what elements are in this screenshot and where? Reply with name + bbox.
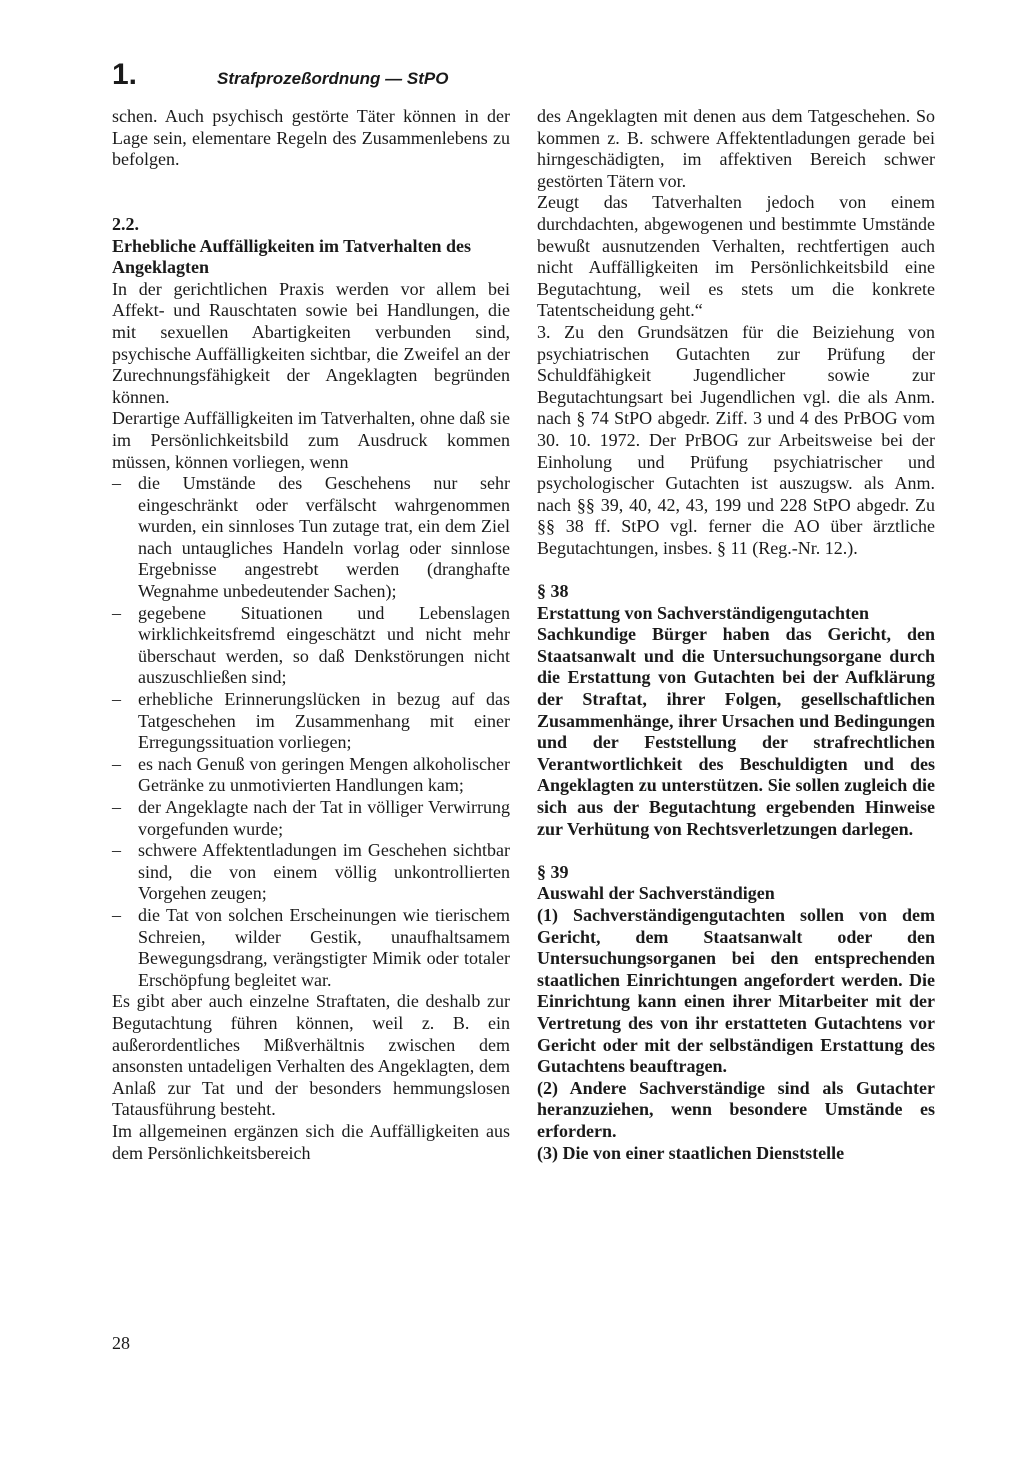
running-header bbox=[112, 58, 448, 92]
list-item: – schwere Affektentladungen im Geschehen sichtbar sind, die von einem völlig unkontrollierten Vorgehen zeugen; bbox=[112, 840, 510, 905]
section-39-paragraph-2: (2) Andere Sachverständige sind als Gutachter heranzuziehen, wenn besondere Umstände es erfordern. bbox=[537, 1077, 935, 1141]
list-item: – die Umstände des Geschehens nur sehr eingeschränkt oder verfälscht wahrgenommen wurden, ein sinnloses Tun zutage trat, ein dem Ziel nach untaugliches Handeln vorlag oder sinnlose Ergebnisse angestrebt werden (dranghafte Wegnahme unbedeutender Sachen); bbox=[112, 473, 510, 603]
left-column bbox=[112, 106, 510, 1164]
section-39-title: Auswahl der Sachverständigen bbox=[537, 883, 775, 904]
left-paragraph-4: Im allgemeinen ergänzen sich die Auffälligkeiten aus dem Persönlichkeitsbereich bbox=[112, 1120, 510, 1163]
list-item: – die Tat von solchen Erscheinungen wie tierischem Schreien, wilder Gestik, unaufhaltsamem Bewegungsdrang, verängstigter Mimik oder totaler Erschöpfung begleitet war. bbox=[112, 905, 510, 991]
section-39-paragraph-1: (1) Sachverständigengutachten sollen von dem Gericht, dem Staatsanwalt oder den Untersuchungsorganen bei den entsprechenden staatlichen Einrichtungen angefordert werden. Die Einrichtung kann einen ihrer Mitarbeiter mit der Vertretung des von ihr erstatteten Gutachtens vor Gericht oder mit der selbständigen Erstattung des Gutachtens beauftragen. bbox=[537, 904, 935, 1077]
section-39-paragraph-3: (3) Die von einer staatlichen Dienststelle bbox=[537, 1142, 845, 1163]
right-paragraph-3: 3. Zu den Grundsätzen für die Beiziehung von psychiatrischen Gutachten zur Prüfung der Schuldfähigkeit Jugendlicher sowie zur Begutachtungsart bei Jugendlichen vgl. die als Anm. nach § 74 StPO abgedr. Ziff. 3 und 4 des PrBOG vom 30. 10. 1972. Der PrBOG zur Arbeitsweise bei der Einholung und Prüfung psychiatrischer und psychologischer Gutachten ist auszugsw. als Anm. nach §§ 39, 40, 42, 43, 199 und 228 StPO abgedr. Zu §§ 38 ff. StPO vgl. ferner die AO über ärztliche Begutachtungen, insbes. § 11 (Reg.-Nr. 12.). bbox=[537, 321, 935, 558]
page-number: 28 bbox=[112, 1333, 130, 1353]
section-38-text: Sachkundige Bürger haben das Gericht, den Staatsanwalt und die Untersuchungsorgane durch die Erstattung von Gutachten bei der Aufklärung der Straftat, ihrer Folgen, gesellschaftlichen Zusammenhänge, ihrer Ursachen und Bedingungen und der Feststellung der strafrechtlichen Verantwortlichkeit des Beschuldigten und des Angeklagten zu unterstützen. Sie sollen zugleich die sich aus der Begutachtung ergebenden Hinweise zur Verhütung von Rechtsverletzungen darlegen. bbox=[537, 624, 935, 839]
right-paragraph-2: Zeugt das Tatverhalten jedoch von einem durchdachten, abgewogenen und bestimmte Umstände bewußt ausnutzenden Verhalten, rechtfertigen auch nicht Auffälligkeiten im Persönlichkeitsbild eine Begutachtung, weil es stets um die konkrete Tatentscheidung geht.“ bbox=[537, 192, 935, 321]
right-paragraph-1: des Angeklagten mit denen aus dem Tatgeschehen. So kommen z. B. schwere Affektentladungen gerade bei hirngeschädigten, im affektiven Bereich schwer gestörten Tätern vor. bbox=[537, 106, 935, 191]
section-39-number: § 39 bbox=[537, 861, 569, 882]
list-item: – der Angeklagte nach der Tat in völliger Verwirrung vorgefunden wurde; bbox=[112, 797, 510, 840]
chapter-number: 1. bbox=[112, 58, 138, 91]
left-paragraph-2: Derartige Auffälligkeiten im Tatverhalten, ohne daß sie im Persönlichkeitsbild zum Ausdruck kommen müssen, können vorliegen, wenn bbox=[112, 408, 510, 472]
subsection-title: Erhebliche Auffälligkeiten im Tatverhalten des Angeklagten bbox=[112, 235, 472, 278]
running-title: Strafprozeßordnung — StPO bbox=[217, 69, 449, 88]
subsection-number: 2.2. bbox=[112, 213, 139, 234]
list-item: – gegebene Situationen und Lebenslagen wirklichkeitsfremd eingeschätzt und nicht mehr überschaut werden, so daß Denkstörungen nicht auszuschließen sind; bbox=[112, 603, 510, 689]
section-38-title: Erstattung von Sachverständigengutachten bbox=[537, 602, 870, 623]
left-intro-paragraph: schen. Auch psychisch gestörte Täter können in der Lage sein, elementare Regeln des Zusammenlebens zu befolgen. bbox=[112, 106, 510, 170]
section-38-number: § 38 bbox=[537, 581, 569, 602]
criteria-list bbox=[112, 473, 510, 991]
left-paragraph-3: Es gibt aber auch einzelne Straftaten, die deshalb zur Begutachtung führen können, weil z. B. ein außerordentliches Mißverhältnis zwischen dem ansonsten untadeligen Verhalten des Angeklagten, dem Anlaß zur Tat und der besonders hemmungslosen Tatausführung besteht. bbox=[112, 991, 510, 1120]
right-column bbox=[537, 106, 935, 1164]
left-paragraph-1: In der gerichtlichen Praxis werden vor allem bei Affekt- und Rauschtaten sowie bei Handlungen, die mit sexuellen Abartigkeiten verbunden sind, psychische Auffälligkeiten sichtbar, die Zweifel an der Zurechnungsfähigkeit der Angeklagten begründen können. bbox=[112, 278, 510, 407]
list-item: – erhebliche Erinnerungslücken in bezug auf das Tatgeschehen im Zusammenhang mit einer Erregungssituation vorliegen; bbox=[112, 689, 510, 754]
list-item: – es nach Genuß von geringen Mengen alkoholischer Getränke zu unmotivierten Handlungen kam; bbox=[112, 754, 510, 797]
